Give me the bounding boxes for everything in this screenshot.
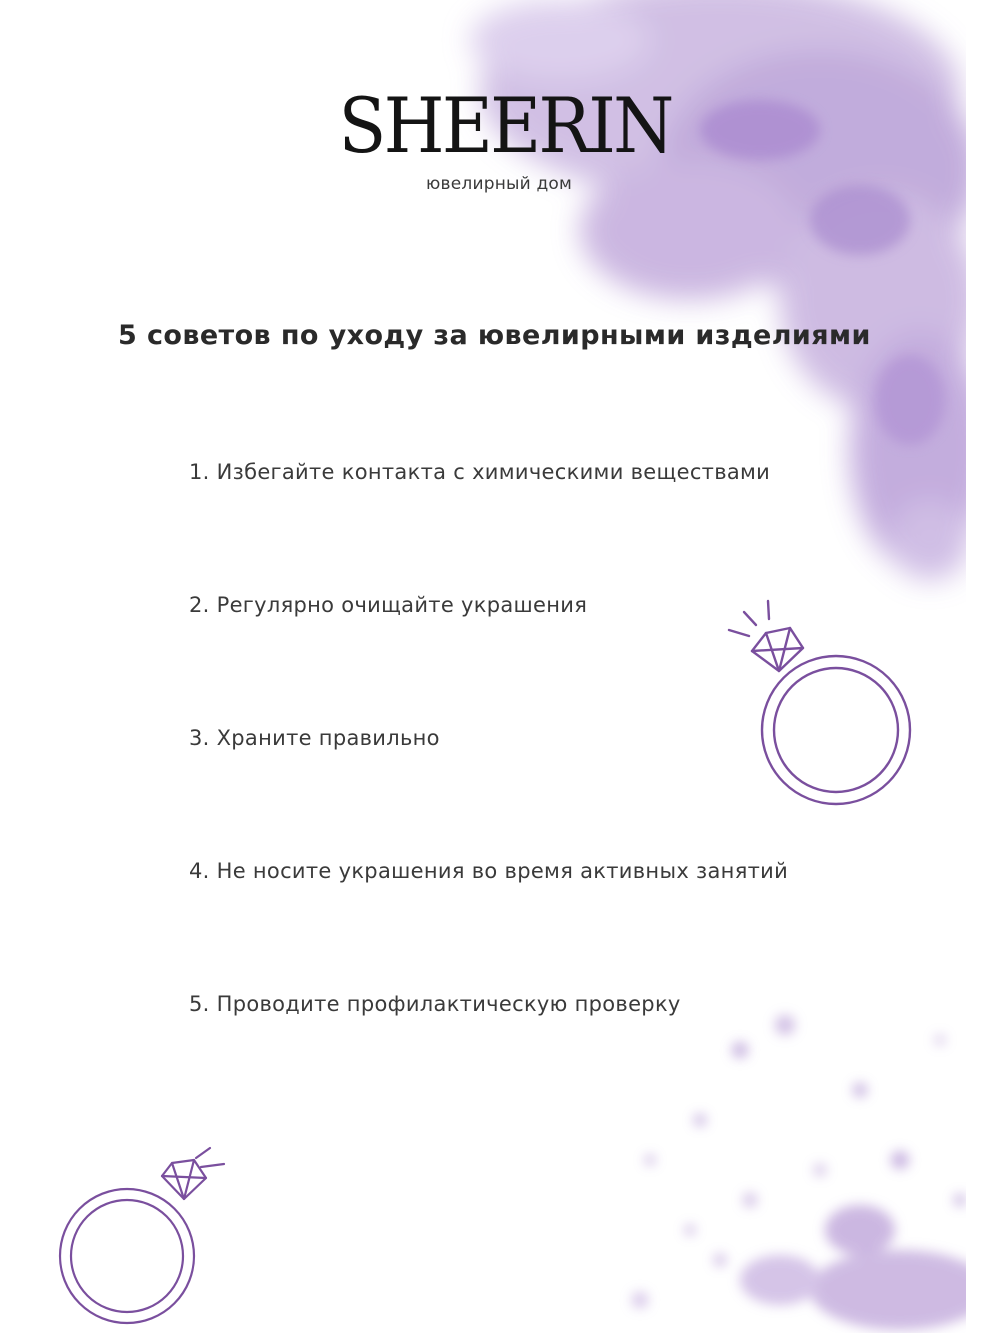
tip-item: 3. Храните правильно xyxy=(189,726,440,750)
brand-logo xyxy=(0,82,1000,170)
tip-item: 1. Избегайте контакта с химическими веществами xyxy=(189,460,771,484)
watercolor-splatter-bottom xyxy=(632,1015,990,1330)
brand-name: SHEERIN xyxy=(338,81,672,170)
brand-subtitle: ювелирный дом xyxy=(426,174,573,194)
tip-item: 4. Не носите украшения во время активных занятий xyxy=(189,859,789,883)
page-title: 5 советов по уходу за ювелирными изделиями xyxy=(118,320,871,351)
ring-icon xyxy=(729,601,910,804)
ring-icon xyxy=(60,1148,224,1323)
page-edge xyxy=(966,0,1000,1333)
tip-item: 5. Проводите профилактическую проверку xyxy=(189,992,681,1016)
tip-item: 2. Регулярно очищайте украшения xyxy=(189,593,588,617)
